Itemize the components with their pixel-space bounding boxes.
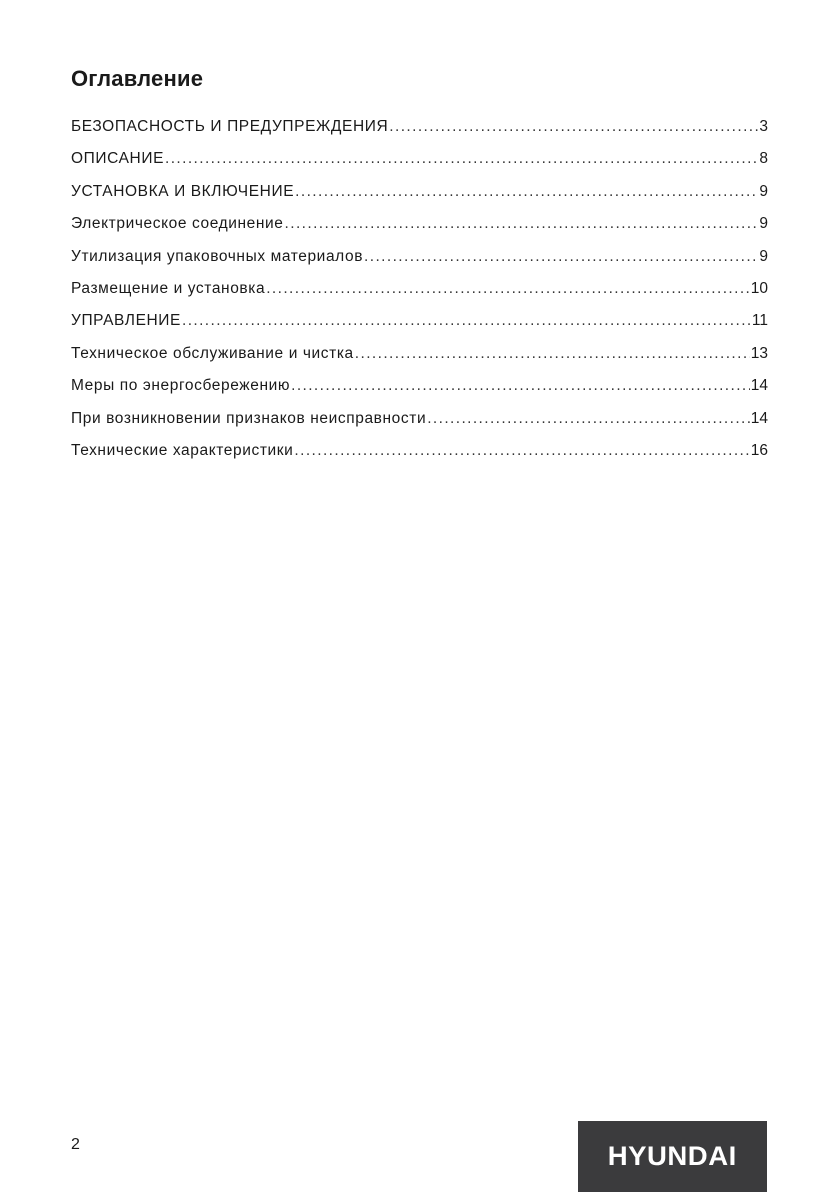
- toc-dot-leader: [291, 373, 750, 399]
- toc-entry-page: 9: [759, 215, 768, 233]
- toc-dot-leader: [285, 211, 759, 237]
- toc-title: Оглавление: [71, 66, 204, 91]
- toc-entry-installation: [71, 179, 768, 211]
- toc-dot-leader: [355, 341, 750, 367]
- toc-entry-page: 13: [750, 344, 768, 362]
- toc-entry-safety: [71, 114, 768, 146]
- toc-entry-page: 8: [759, 150, 768, 168]
- table-of-contents: [71, 114, 768, 470]
- toc-entry-label: Электрическое соединение: [71, 215, 284, 233]
- toc-entry-page: 10: [750, 279, 768, 297]
- toc-entry-placement: [71, 276, 768, 308]
- page-number: 2: [71, 1136, 80, 1153]
- toc-dot-leader: [165, 146, 758, 172]
- toc-dot-leader: [182, 308, 751, 334]
- toc-dot-leader: [427, 406, 750, 432]
- toc-dot-leader: [364, 244, 758, 270]
- toc-entry-label: Утилизация упаковочных материалов: [71, 247, 364, 265]
- toc-entry-specifications: [71, 438, 768, 470]
- toc-entry-label: ОПИСАНИЕ: [71, 150, 165, 168]
- toc-entry-page: 16: [750, 441, 768, 459]
- toc-entry-page: 9: [759, 182, 768, 200]
- brand-logo-box: [578, 1121, 767, 1192]
- toc-entry-electrical: [71, 211, 768, 243]
- toc-entry-energy-saving: [71, 373, 768, 405]
- toc-entry-page: 14: [750, 377, 768, 395]
- toc-entry-maintenance: [71, 341, 768, 373]
- toc-entry-label: БЕЗОПАСНОСТЬ И ПРЕДУПРЕЖДЕНИЯ: [71, 118, 389, 135]
- toc-entry-description: [71, 146, 768, 178]
- toc-entry-label: УСТАНОВКА И ВКЛЮЧЕНИЕ: [71, 182, 295, 200]
- brand-logo-text: HYUNDAI: [607, 1141, 738, 1171]
- toc-entry-page: 3: [759, 118, 768, 135]
- toc-entry-troubleshooting: [71, 406, 768, 438]
- toc-entry-page: 9: [759, 247, 768, 265]
- toc-dot-leader: [389, 114, 758, 140]
- toc-entry-label: Меры по энергосбережению: [71, 377, 291, 395]
- toc-entry-page: 14: [750, 409, 768, 427]
- toc-entry-page: 11: [751, 312, 768, 330]
- toc-dot-leader: [266, 276, 750, 302]
- toc-entry-packaging: [71, 244, 768, 276]
- toc-entry-control: [71, 308, 768, 340]
- toc-entry-label: Технические характеристики: [71, 441, 294, 459]
- toc-entry-label: Техническое обслуживание и чистка: [71, 344, 354, 362]
- toc-dot-leader: [294, 438, 749, 464]
- toc-entry-label: При возникновении признаков неисправности: [71, 409, 427, 427]
- toc-entry-label: УПРАВЛЕНИЕ: [71, 312, 181, 330]
- toc-entry-label: Размещение и установка: [71, 279, 266, 297]
- toc-dot-leader: [295, 179, 758, 205]
